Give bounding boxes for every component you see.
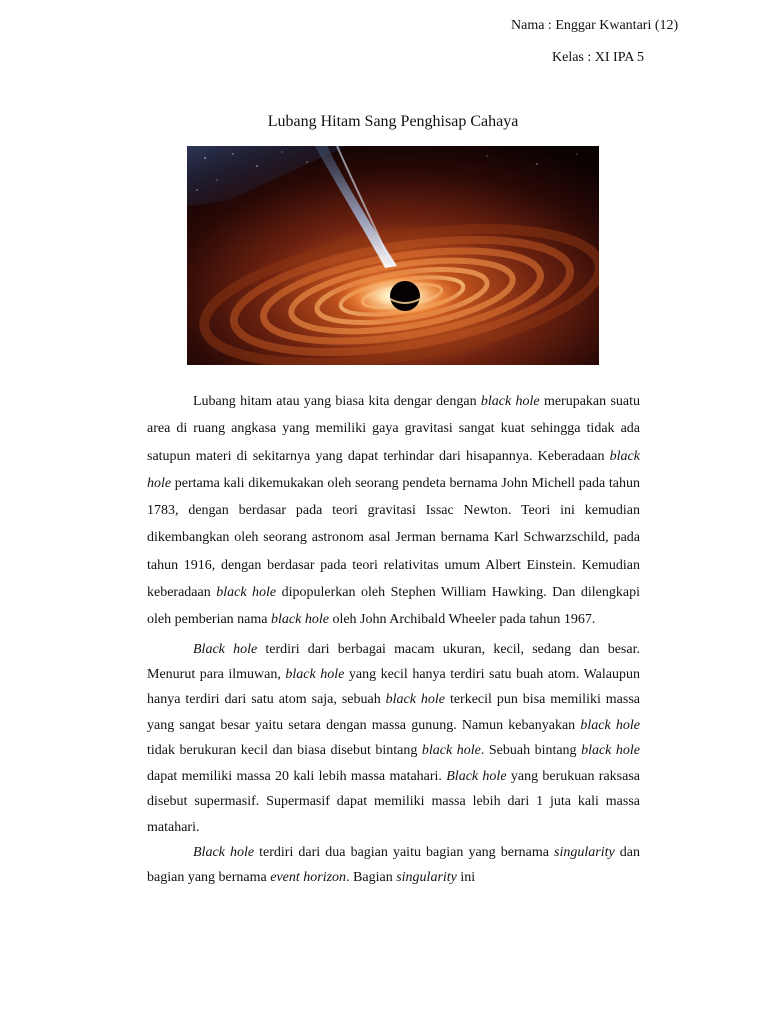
italic-term: singularity bbox=[396, 870, 457, 886]
italic-term: singularity bbox=[554, 844, 615, 860]
italic-term: black hole bbox=[421, 743, 481, 759]
italic-term: black hole bbox=[147, 448, 640, 491]
text-run: pertama kali dikemukakan oleh seorang pendeta bernama John Michell pada tahun 1783, dengan berdasar pada teori gravitasi Issac Newton. Teori ini kemudian dikembangkan oleh seorang astronom asal Jerman bernama Karl Schwarzschild, pada tahun 1916, dengan berdasar pada teori relativitas umum Albert Einstein. Kemudian keberadaan bbox=[147, 475, 640, 601]
text-run: yang berukuan raksasa disebut supermasif. Supermasif dapat memiliki massa lebih dari 1 juta kali massa matahari. bbox=[147, 768, 640, 835]
paragraph-3 bbox=[147, 840, 640, 891]
text-run: terkecil pun bisa memiliki massa yang sangat besar yaitu setara dengan massa gunung. Namun kebanyakan bbox=[147, 692, 640, 733]
document-title: Lubang Hitam Sang Penghisap Cahaya bbox=[267, 113, 519, 130]
text-run: yang kecil hanya terdiri satu buah atom. Walaupun hanya terdiri dari satu atom saja, sebuah bbox=[147, 667, 640, 708]
student-name-line: Nama : Enggar Kwantari (12) bbox=[511, 18, 679, 33]
text-run: terdiri dari dua bagian yaitu bagian yang bernama bbox=[254, 844, 555, 860]
text-run: Lubang hitam atau yang biasa kita dengar dengan bbox=[193, 394, 481, 409]
black-hole-illustration bbox=[187, 146, 599, 365]
text-run: . Sebuah bintang bbox=[480, 743, 582, 759]
paragraph-2 bbox=[147, 637, 640, 840]
text-run: merupakan suatu area di ruang angkasa yang memiliki gaya gravitasi sangat kuat sehingga tidak ada satupun materi di sekitarnya yang dapat terhindar dari hisapannya. Keberadaan bbox=[147, 394, 640, 464]
italic-term: black hole bbox=[216, 585, 277, 601]
italic-term: black hole bbox=[580, 717, 640, 733]
italic-term: Black hole bbox=[446, 768, 507, 784]
text-run: oleh John Archibald Wheeler pada tahun 1967. bbox=[328, 612, 596, 628]
italic-term: black hole bbox=[285, 667, 345, 683]
italic-term: black hole bbox=[581, 743, 641, 759]
text-run: dapat memiliki massa 20 kali lebih massa matahari. bbox=[147, 768, 447, 784]
italic-term: black hole bbox=[480, 394, 540, 409]
text-run: terdiri dari berbagai macam ukuran, kecil, sedang dan besar. Menurut para ilmuwan, bbox=[147, 641, 640, 683]
italic-term: Black hole bbox=[193, 844, 255, 860]
text-run: dan bagian yang bernama bbox=[147, 844, 640, 886]
text-run: tidak berukuran kecil dan biasa disebut bintang bbox=[147, 743, 422, 759]
text-run: ini bbox=[456, 870, 476, 886]
italic-term: black hole bbox=[271, 612, 329, 628]
text-run: dipopulerkan oleh Stephen William Hawking. Dan dilengkapi oleh pemberian nama bbox=[147, 585, 641, 628]
student-class-line: Kelas : XI IPA 5 bbox=[552, 50, 645, 65]
paragraph-1 bbox=[147, 388, 640, 634]
black-hole-image bbox=[187, 146, 599, 365]
article-body bbox=[147, 388, 640, 891]
italic-term: Black hole bbox=[193, 641, 258, 657]
text-run: . Bagian bbox=[346, 870, 397, 886]
italic-term: event horizon bbox=[270, 870, 347, 886]
italic-term: black hole bbox=[385, 692, 446, 708]
